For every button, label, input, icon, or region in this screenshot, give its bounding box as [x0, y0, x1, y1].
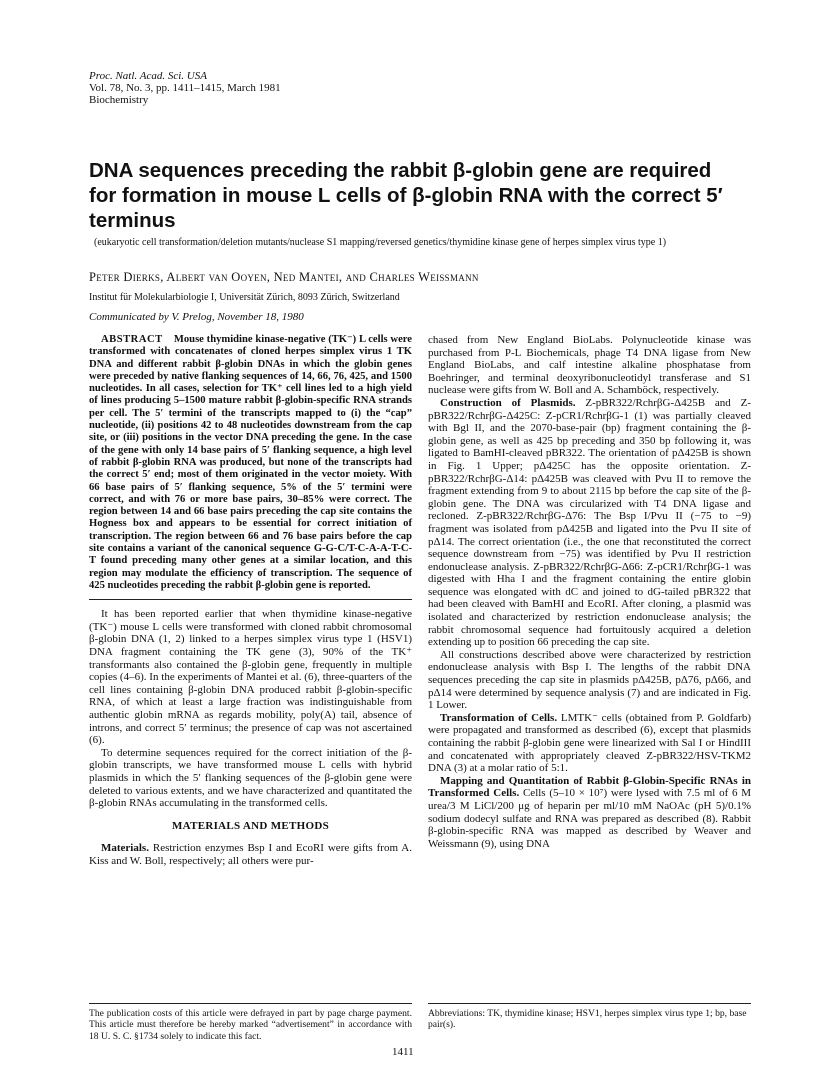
affiliation: Institut für Molekularbiologie I, Universität Zürich, 8093 Zürich, Switzerland [89, 292, 400, 303]
left-column [89, 334, 412, 868]
journal-section: Biochemistry [89, 94, 149, 106]
suppliers-paragraph: chased from New England BioLabs. Polynucleotide kinase was purchased from P-L Biochemicals, phage T4 DNA ligase from New England BioLabs, and calf intestine alkaline phosphatase from Boehringer, and terminal deoxyribonucleotidyl transferase and S1 nuclease were gifts from W. Boll and A. Schamböck, respectively. [428, 334, 751, 397]
right-column [428, 334, 751, 850]
journal-volume: Vol. 78, No. 3, pp. 1411–1415, March 1981 [89, 82, 281, 94]
communicated-by: Communicated by V. Prelog, November 18, 1980 [89, 311, 304, 323]
journal-name: Proc. Natl. Acad. Sci. USA [89, 70, 207, 82]
footnote-divider-right [428, 1003, 751, 1004]
journal-header [89, 70, 281, 106]
page-number: 1411 [392, 1046, 414, 1058]
mapping-paragraph [428, 775, 751, 851]
publication-cost-footnote: The publication costs of this article were defrayed in part by page charge payment. This article must therefore be hereby marked “advertisement” in accordance with 18 U. S. C. §1734 solely to indicate this fact. [89, 1008, 412, 1042]
mapping-label: Mapping and Quantitation of Rabbit β-Globin-Specific RNAs in Transformed Cells. [428, 774, 751, 800]
abstract-label: ABSTRACT [101, 334, 163, 345]
materials-paragraph [89, 842, 412, 867]
transformation-text: LMTK⁻ cells (obtained from P. Goldfarb) were propagated and transformed as described (6), except that plasmids containing the rabbit β-globin gene were linearized with Sal I or HindIII and concatenated with appropriately cleaved Z-pBR322/HSV-TKM2 DNA (3) at a molar ratio of 5:1. [428, 711, 751, 775]
mapping-text: Cells (5–10 × 10⁷) were lysed with 7.5 ml of 6 M urea/3 M LiCl/200 μg of heparin per ml/10 mM NaOAc (pH 5)/0.1% sodium dodecyl sulfate and RNA was prepared as described (8). Rabbit β-globin-specific RNA was mapped as described by Weaver and Weissmann (9), using DNA [428, 787, 752, 850]
characterization-paragraph: All constructions described above were characterized by restriction endonuclease analysis with Bsp I. The lengths of the rabbit DNA sequences preceding the cap site in plasmids pΔ425B, pΔ76, pΔ66, and pΔ14 were determined by sequence analysis (7) and are indicated in Fig. 1 Lower. [428, 648, 751, 712]
construction-paragraph [428, 397, 751, 649]
abstract-text: Mouse thymidine kinase-negative (TK⁻) L cells were transformed with concatenates of cloned herpes simplex virus 1 TK DNA and different rabbit β-globin DNAs in which the globin genes were preceded by native flanking sequences of 14, 66, 76, 425, and 1500 nucleotides. In all cases, selection for TK⁺ cell lines led to a high yield of lines producing 5–1500 mature rabbit β-globin-specific RNA strands per cell. The 5′ termini of the transcripts mapped to (i) the “cap” nucleotide, (ii) positions 42 to 48 nucleotides downstream from the cap site, or (iii) positions in the vector DNA preceding the gene. In the case of the gene with only 14 base pairs of 5′ flanking sequence, a high level of rabbit β-globin RNA was produced, but none of the transcripts had the correct 5′ end; most of them originated in the vector moiety. With 66 base pairs of 5′ flanking sequence, 5% of the 5′ termini were correct, and with 76 or more base pairs, 30–85% were correct. The region between 14 and 66 base pairs preceding the cap site contains the Hogness box and appears to be essential for correct initiation of transcription. The region between 66 and 76 base pairs before the cap site contains a variant of the canonical sequence G-G-C/T-C-A-A-T-C-T found preceding many other genes at a similar location, and this region may modulate the efficiency of transcription. The sequence of 425 nucleotides preceding the rabbit β-globin gene is reported. [89, 334, 412, 591]
construction-label: Construction of Plasmids. [440, 396, 576, 409]
materials-label: Materials. [101, 842, 149, 855]
keywords: (eukaryotic cell transformation/deletion mutants/nuclease S1 mapping/reversed genetics/thymidine kinase gene of herpes simplex virus type 1) [94, 237, 667, 248]
transformation-paragraph [428, 712, 751, 775]
materials-text: Restriction enzymes Bsp I and EcoRI were gifts from A. Kiss and W. Boll, respectively; all others were pur- [89, 842, 413, 867]
transformation-label: Transformation of Cells. [440, 711, 558, 724]
authors: Peter Dierks, Albert van Ooyen, Ned Mantei, and Charles Weissmann [89, 270, 479, 284]
intro-paragraph-2: To determine sequences required for the correct initiation of the β-globin transcripts, we have transformed mouse L cells with hybrid plasmids in which the 5′ flanking sequences of the β-globin gene were deleted to various extents, and we have characterized and quantitated the β-globin RNAs accumulating in the transformed cells. [89, 746, 412, 810]
abstract [89, 334, 412, 592]
abbreviations-footnote: Abbreviations: TK, thymidine kinase; HSV1, herpes simplex virus type 1; bp, base pair(s). [428, 1008, 747, 1031]
abstract-divider [89, 599, 412, 600]
footnote-divider-left [89, 1003, 412, 1004]
article-title: DNA sequences preceding the rabbit β-globin gene are required for formation in mouse L cells of β-globin RNA with the correct 5′ terminus [89, 159, 723, 232]
construction-text: Z-pBR322/RchrβG-Δ425B and Z-pBR322/RchrβG-Δ425C: Z-pCR1/RchrβG-1 (1) was partially cleaved with Bgl II, and the 2070-base-pair (bp) fragment containing the β-globin gene, as well as 425 bp preceding and 350 bp following it, was ligated to BamHI-cleaved pBR322. The orientation of pΔ425B is shown in Fig. 1 Upper; pΔ425C has the opposite orientation. Z-pBR322/RchrβG-Δ14: pΔ425B was cleaved with Pvu II to remove the fragment extending from 9 to about 2115 bp before the cap site of the β-globin gene. The DNA was circularized with T4 DNA ligase and recloned. Z-pBR322/RchrβG-Δ76: The Bsp I/Pvu II (−75 to −9) fragment was isolated from pΔ425B and ligated into the Pvu II site of pΔ14. The correct orientation (i.e., the one that reconstituted the correct sequence downstream from −75) was identified by Pvu II restriction endonuclease analysis. Z-pBR322/RchrβG-Δ66: Z-pCR1/RchrβG-1 was digested with Hha I and the fragment containing the entire globin sequence was elongated with dC and joined to dG-tailed pBR322 that had been cleaved with BamHI and EcoRI. After cloning, a plasmid was isolated and characterized by restriction endonuclease analysis; the rabbit chromosomal sequence had fortuitously acquired a deletion extending up to position 66 preceding the cap site. [428, 396, 752, 649]
intro-paragraph-1: It has been reported earlier that when thymidine kinase-negative (TK⁻) mouse L cells were transformed with cloned rabbit chromosomal β-globin DNA (1, 2) linked to a herpes simplex virus type 1 (HSV1) DNA fragment containing the TK gene (3), 90% of the TK⁺ transformants also contained the β-globin gene, frequently in multiple copies (4–6). In the experiments of Mantei et al. (6), three-quarters of the cell lines containing β-globin DNA produced rabbit β-globin-specific RNA, of which at least a large fraction was indistinguishable from authentic globin mRNA as regards mobility, poly(A) tail, absence of introns, and correct 5′ terminus; the presence of cap was not ascertained (6). [89, 608, 412, 747]
methods-heading: MATERIALS AND METHODS [171, 819, 330, 832]
